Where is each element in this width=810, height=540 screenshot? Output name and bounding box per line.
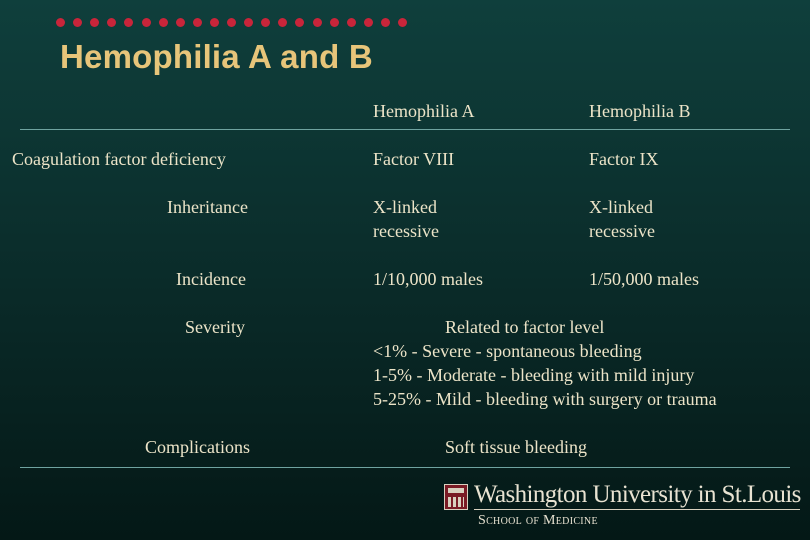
decoration-dot — [159, 18, 168, 27]
cell-incidence-b: 1/50,000 males — [589, 269, 699, 289]
cell-incidence-a: 1/10,000 males — [373, 269, 483, 289]
severity-line: 5-25% - Mild - bleeding with surgery or trauma — [373, 389, 717, 409]
row-label-complications: Complications — [145, 437, 250, 457]
severity-line: 1-5% - Moderate - bleeding with mild injury — [373, 365, 695, 385]
decoration-dot — [398, 18, 407, 27]
decoration-dot — [142, 18, 151, 27]
decoration-dot — [176, 18, 185, 27]
logo-university-name: Washington University in St.Louis — [474, 481, 801, 508]
decoration-dot — [73, 18, 82, 27]
university-shield-icon — [444, 484, 468, 510]
decoration-dot — [244, 18, 253, 27]
decoration-dot — [330, 18, 339, 27]
cell-factor-b: Factor IX — [589, 149, 659, 169]
logo-school-name: School of Medicine — [478, 513, 598, 528]
cell-factor-a: Factor VIII — [373, 149, 455, 169]
decoration-dot — [347, 18, 356, 27]
severity-heading: Related to factor level — [445, 317, 605, 337]
decoration-dot — [278, 18, 287, 27]
decoration-dot — [124, 18, 133, 27]
cell-complications: Soft tissue bleeding — [445, 437, 587, 457]
footer-divider — [20, 467, 790, 468]
decoration-dot — [90, 18, 99, 27]
cell-inheritance-b: X-linked recessive — [589, 197, 655, 241]
decoration-dot — [107, 18, 116, 27]
decoration-dot — [227, 18, 236, 27]
column-header-hemophilia-b: Hemophilia B — [589, 101, 691, 121]
row-label-severity: Severity — [185, 317, 245, 337]
decoration-dot — [210, 18, 219, 27]
decoration-dot — [364, 18, 373, 27]
row-label-incidence: Incidence — [176, 269, 246, 289]
university-logo — [444, 481, 804, 534]
row-label-inheritance: Inheritance — [167, 197, 248, 217]
row-label-coagulation-factor: Coagulation factor deficiency — [12, 149, 226, 169]
decoration-dot — [56, 18, 65, 27]
slide-title: Hemophilia A and B — [60, 38, 373, 75]
header-divider — [20, 129, 790, 130]
column-header-hemophilia-a: Hemophilia A — [373, 101, 475, 121]
decoration-dot — [193, 18, 202, 27]
decoration-dot — [313, 18, 322, 27]
decoration-dot — [261, 18, 270, 27]
title-decoration-dots — [56, 18, 408, 30]
logo-divider — [474, 509, 800, 510]
cell-inheritance-a: X-linked recessive — [373, 197, 439, 241]
decoration-dot — [381, 18, 390, 27]
decoration-dot — [295, 18, 304, 27]
severity-line: <1% - Severe - spontaneous bleeding — [373, 341, 642, 361]
